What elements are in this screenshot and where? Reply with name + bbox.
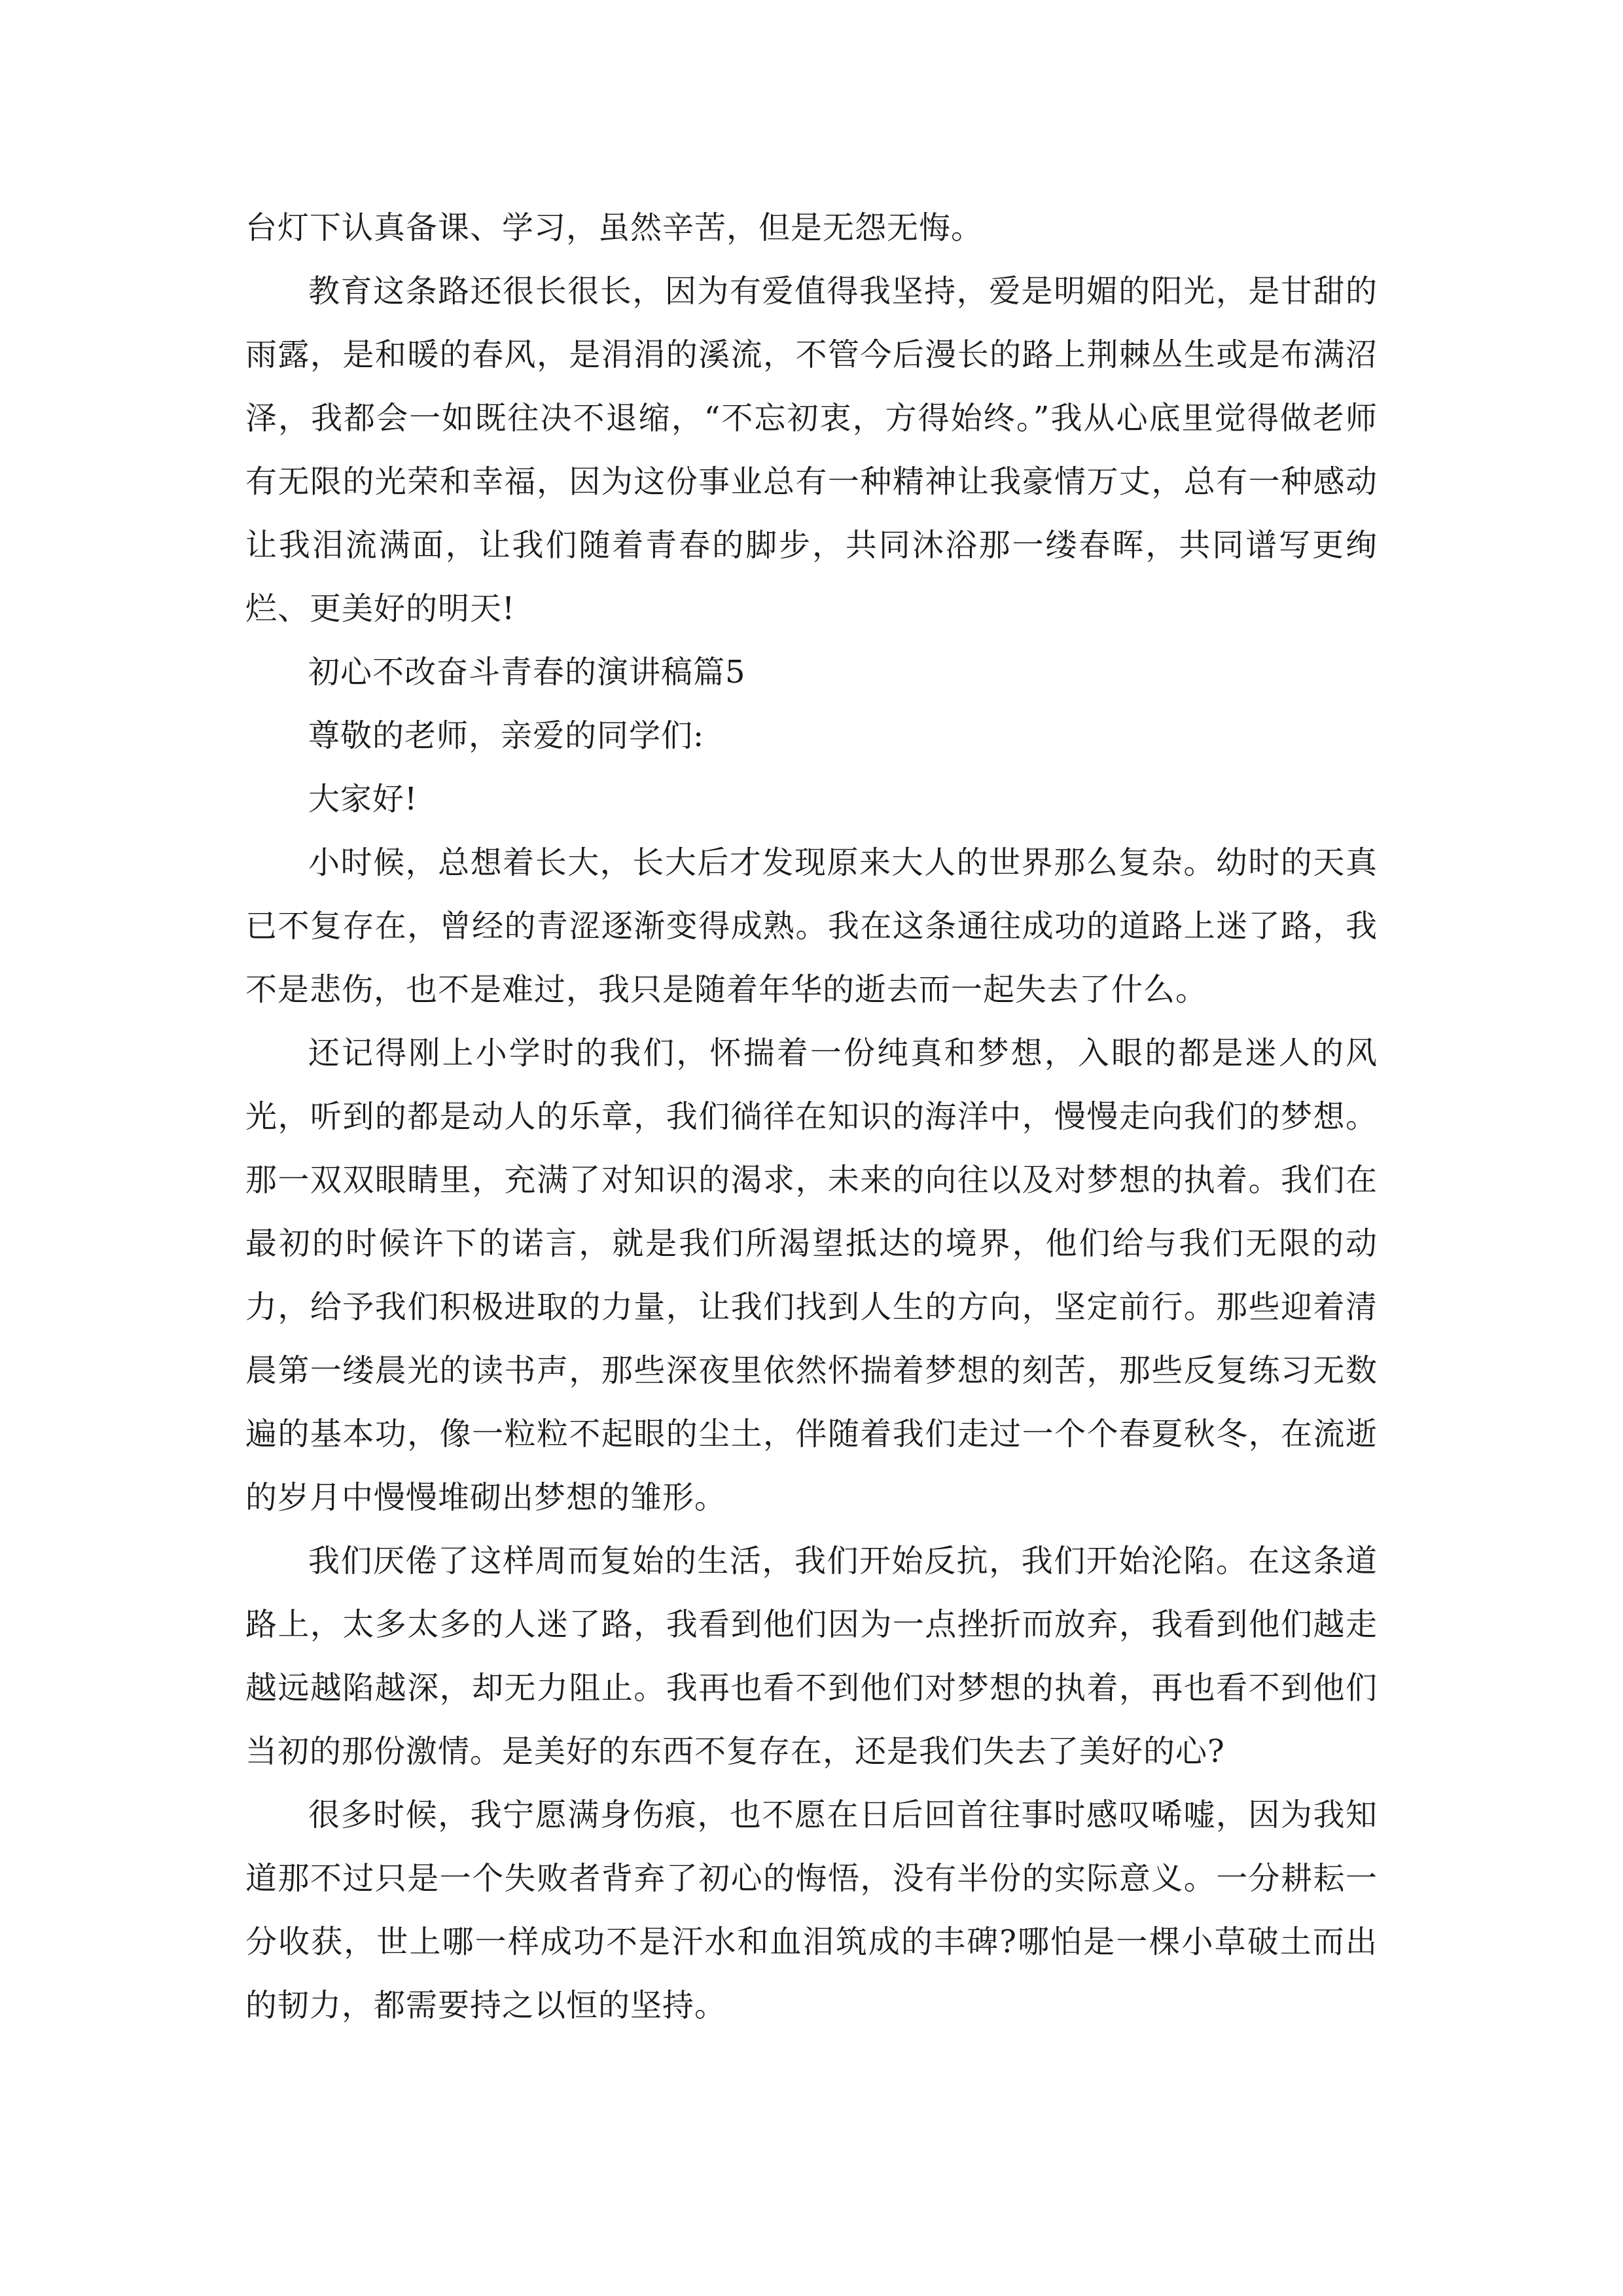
paragraph-primary-school: 还记得刚上小学时的我们，怀揣着一份纯真和梦想，入眼的都是迷人的风光，听到的都是动人的乐章，我们徜徉在知识的海洋中，慢慢走向我们的梦想。那一双双眼睛里，充满了对知识的渴求，未来的向往以及对梦想的执着。我们在最初的时候许下的诺言，就是我们所渴望抵达的境界，他们给与我们无限的动力，给予我们积极进取的力量，让我们找到人生的方向，坚定前行。那些迎着清晨第一缕晨光的读书声，那些深夜里依然怀揣着梦想的刻苦，那些反复练习无数遍的基本功，像一粒粒不起眼的尘土，伴随着我们走过一个个春夏秋冬，在流逝的岁月中慢慢堆砌出梦想的雏形。 — [245, 1035, 1378, 1516]
paragraph-continuation: 台灯下认真备课、学习，虽然辛苦，但是无怨无悔。 — [245, 209, 984, 246]
section-title: 初心不改奋斗青春的演讲稿篇5 — [308, 654, 746, 691]
paragraph-childhood: 小时候，总想着长大，长大后才发现原来大人的世界那么复杂。幼时的天真已不复存在，曾经的青涩逐渐变得成熟。我在这条通往成功的道路上迷了路，我不是悲伤，也不是难过，我只是随着年华的逝去而一起失去了什么。 — [245, 844, 1378, 1008]
greeting: 大家好! — [308, 781, 418, 817]
paragraph-perseverance: 很多时候，我宁愿满身伤痕，也不愿在日后回首往事时感叹唏嘘，因为我知道那不过只是一个失败者背弃了初心的悔悟，没有半份的实际意义。一分耕耘一分收获，世上哪一样成功不是汗水和血泪筑成的丰碑?哪怕是一棵小草破土而出的韧力，都需要持之以恒的坚持。 — [245, 1797, 1378, 2024]
salutation: 尊敬的老师，亲爱的同学们: — [308, 717, 705, 754]
paragraph-education-path: 教育这条路还很长很长，因为有爱值得我坚持，爱是明媚的阳光，是甘甜的雨露，是和暖的春风，是涓涓的溪流，不管今后漫长的路上荆棘丛生或是布满沼泽，我都会一如既往决不退缩，“不忘初衷，方得始终。”我从心底里觉得做老师有无限的光荣和幸福，因为这份事业总有一种精神让我豪情万丈，总有一种感动让我泪流满面，让我们随着青春的脚步，共同沐浴那一缕春晖，共同谱写更绚烂、更美好的明天! — [245, 273, 1378, 627]
paragraph-tired-life: 我们厌倦了这样周而复始的生活，我们开始反抗，我们开始沦陷。在这条道路上，太多太多的人迷了路，我看到他们因为一点挫折而放弃，我看到他们越走越远越陷越深，却无力阻止。我再也看不到他们对梦想的执着，再也看不到他们当初的那份激情。是美好的东西不复存在，还是我们失去了美好的心? — [245, 1543, 1378, 1770]
document-body — [245, 196, 1378, 2037]
